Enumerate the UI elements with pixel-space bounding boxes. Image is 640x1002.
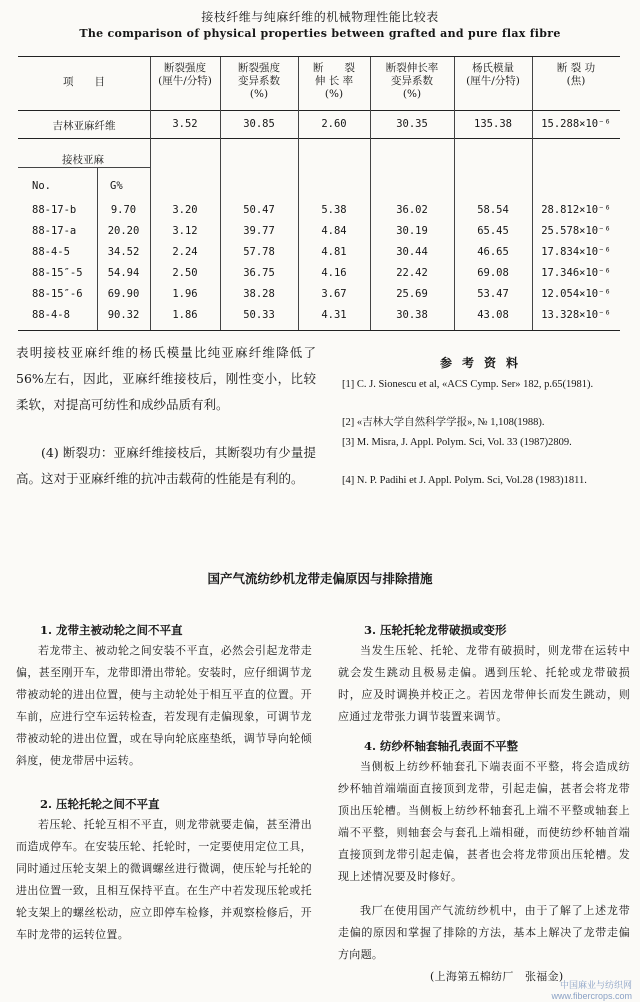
grafted-row-cell: 9.70 [110,204,137,216]
header-elongation-cv: 断裂伸长率 变异系数 (%) [385,62,439,100]
grafted-row-cell: 38.28 [243,288,275,300]
grafted-row-cell: 2.24 [172,246,198,258]
grafted-row-cell: 3.67 [321,288,347,300]
grafted-row-cell: 36.75 [243,267,275,279]
header-strength-cv: 断裂强度 变异系数 (%) [238,62,280,100]
pure-row-cell: 2.60 [321,118,347,130]
grafted-row-id: 88-15″-5 [32,267,83,279]
table-top-rule [18,56,620,57]
grafted-row-cell: 43.08 [477,309,509,321]
grafted-row-id: 88-4-5 [32,246,70,258]
header-modulus: 杨氏模量 (厘牛/分特) [466,62,520,87]
section-2-heading: 2. 压轮托轮之间不平直 [40,797,160,811]
grafted-row-cell: 3.20 [172,204,198,216]
section-4-text: 当侧板上纺纱杯轴套孔下端表面不平整，将会造成纺纱杯轴首端端面直接顶到龙带，引起走偏，甚者会将龙带顶出压轮槽。当侧板上纺纱杯轴套孔上端不平整或轴套上端不平整，则轴套会与套孔上端相碰，而使纺纱杯轴首端直接顶到龙带引起走偏，甚者也会将龙带顶出压轮槽。发现上述情况要及时修好。 [338,760,630,883]
grafted-row-cell: 20.20 [107,225,140,237]
grafted-row-cell: 17.346×10⁻⁶ [541,267,611,279]
grafted-row-cell: 30.19 [396,225,428,237]
grafted-row-cell: 50.47 [243,204,275,216]
byline: (上海第五棉纺厂 张福金) [430,970,564,983]
header-elongation: 断 裂 伸 长 率 (%) [313,62,355,100]
grafted-row-id: 88-17-a [32,225,77,237]
grafted-row-cell: 36.02 [396,204,428,216]
watermark: 中国麻业与纺织网 www.fibercrops.com [551,980,632,1001]
grafted-row-cell: 58.54 [477,204,509,216]
grafted-row-cell: 3.12 [172,225,198,237]
reference-item: [3] M. Misra, J. Appl. Polym. Sci, Vol. 33 (1987)2809. [342,437,572,448]
section-1-text: 若龙带主、被动轮之间安装不平直，必然会引起龙带走偏，甚至刚开车，龙带即滑出带轮。安装时，应仔细调节龙带被动轮的进出位置，使与主动轮处于相互平直的位置。开车前，应进行空车运转检查，若发现有走偏现象，可调节龙带被动轮的进出位置，或在导向轮底座垫纸，调节导向轮倾斜度，使龙带居中运转。 [16,644,312,767]
grafted-row-cell: 22.42 [396,267,428,279]
grafted-row-cell: 90.32 [107,309,140,321]
grafted-row-cell: 25.578×10⁻⁶ [541,225,611,237]
grafted-row-cell: 69.08 [477,267,509,279]
reference-item: [2] «吉林大学自然科学学报», № 1,108(1988). [342,417,545,428]
grafted-row-cell: 54.94 [107,267,140,279]
grafted-row-cell: 17.834×10⁻⁶ [541,246,611,258]
pure-row-cell: 30.35 [396,118,428,130]
table-title-en: The comparison of physical properties between grafted and pure flax fibre [79,27,561,40]
section-4-heading: 4. 纺纱杯轴套轴孔表面不平整 [364,739,519,753]
pure-row-cell: 3.52 [172,118,198,130]
grafted-row-cell: 39.77 [243,225,275,237]
pure-row-cell: 30.85 [243,118,275,130]
g-label: G% [110,180,123,192]
section-2-text: 若压轮、托轮互相不平直，则龙带就要走偏，甚至滑出而造成停车。在安装压轮、托轮时，一定要使用定位工具，同时通过压轮支架上的微调螺丝进行微调，使压轮与托轮的进出位置一致，且相互保持平直。在生产中若发现压轮或托轮支架上的螺丝松动，应立即停车检修，并观察检修后，开车时龙带的运转位置。 [16,818,312,941]
grafted-row-cell: 50.33 [243,309,275,321]
header-work: 断 裂 功 (焦) [556,62,596,87]
section-1-heading: 1. 龙带主被动轮之间不平直 [40,623,183,637]
grafted-row-cell: 69.90 [107,288,140,300]
article-title: 国产气流纺纱机龙带走偏原因与排除措施 [207,571,433,586]
references-title: 参考资料 [440,356,529,370]
reference-item: [4] N. P. Padihi et J. Appl. Polym. Sci, Vol.28 (1983)1811. [342,475,587,486]
section-3-text: 当发生压轮、托轮、龙带有破损时，则龙带在运转中就会发生跳动且极易走偏。遇到压轮、托轮或龙带破损时，应及时调换并校正之。若因龙带伸长而发生跳动，则应通过龙带张力调节装置来调节。 [338,644,630,723]
grafted-row-cell: 57.78 [243,246,275,258]
table-title-cn: 接枝纤维与纯麻纤维的机械物理性能比较表 [201,10,439,24]
header-strength: 断裂强度 (厘牛/分特) [158,62,212,87]
grafted-row-id: 88-4-8 [32,309,70,321]
header-item: 项 目 [63,76,105,88]
reference-item: [1] C. J. Sionescu et al, «ACS Cymp. Ser» 182, p.65(1981). [342,379,594,390]
grafted-label: 接枝亚麻 [62,154,104,166]
grafted-row-id: 88-15″-6 [32,288,83,300]
grafted-row-cell: 1.96 [172,288,198,300]
grafted-row-cell: 13.328×10⁻⁶ [541,309,611,321]
grafted-row-cell: 5.38 [321,204,347,216]
grafted-row-cell: 34.52 [107,246,140,258]
grafted-row-cell: 1.86 [172,309,198,321]
pure-row-label: 吉林亚麻纤维 [52,120,116,132]
pure-row-cell: 15.288×10⁻⁶ [541,118,611,130]
grafted-row-cell: 25.69 [396,288,428,300]
grafted-row-cell: 4.31 [321,309,347,321]
grafted-row-cell: 4.81 [321,246,347,258]
grafted-row-cell: 4.16 [321,267,347,279]
table-pure-rule [18,138,620,139]
section-5-text: 我厂在使用国产气流纺纱机中，由于了解了上述龙带走偏的原因和掌握了排除的方法，基本上解决了龙带走偏方向题。 [338,904,630,961]
grafted-row-cell: 30.44 [396,246,428,258]
no-label: No. [32,180,51,192]
body-paragraph-2: (4) 断裂功：亚麻纤维接枝后，其断裂功有少量提高。这对于亚麻纤维的抗冲击载荷的性能是有利的。 [16,445,316,486]
pure-row-cell: 135.38 [474,118,512,130]
grafted-row-cell: 53.47 [477,288,509,300]
table-bottom-rule [18,330,620,331]
grafted-row-cell: 28.812×10⁻⁶ [541,204,611,216]
grafted-row-cell: 46.65 [477,246,509,258]
grafted-row-cell: 12.054×10⁻⁶ [541,288,611,300]
table-header-rule [18,110,620,111]
grafted-row-cell: 65.45 [477,225,509,237]
grafted-row-id: 88-17-b [32,204,77,216]
grafted-row-cell: 2.50 [172,267,198,279]
section-3-heading: 3. 压轮托轮龙带破损或变形 [364,623,507,637]
body-paragraph-1: 表明接枝亚麻纤维的杨氏模量比纯亚麻纤维降低了56%左右，因此，亚麻纤维接枝后，刚性变小，比较柔软，对提高可纺性和成纱品质有利。 [16,345,316,412]
grafted-row-cell: 30.38 [396,309,428,321]
grafted-row-cell: 4.84 [321,225,347,237]
